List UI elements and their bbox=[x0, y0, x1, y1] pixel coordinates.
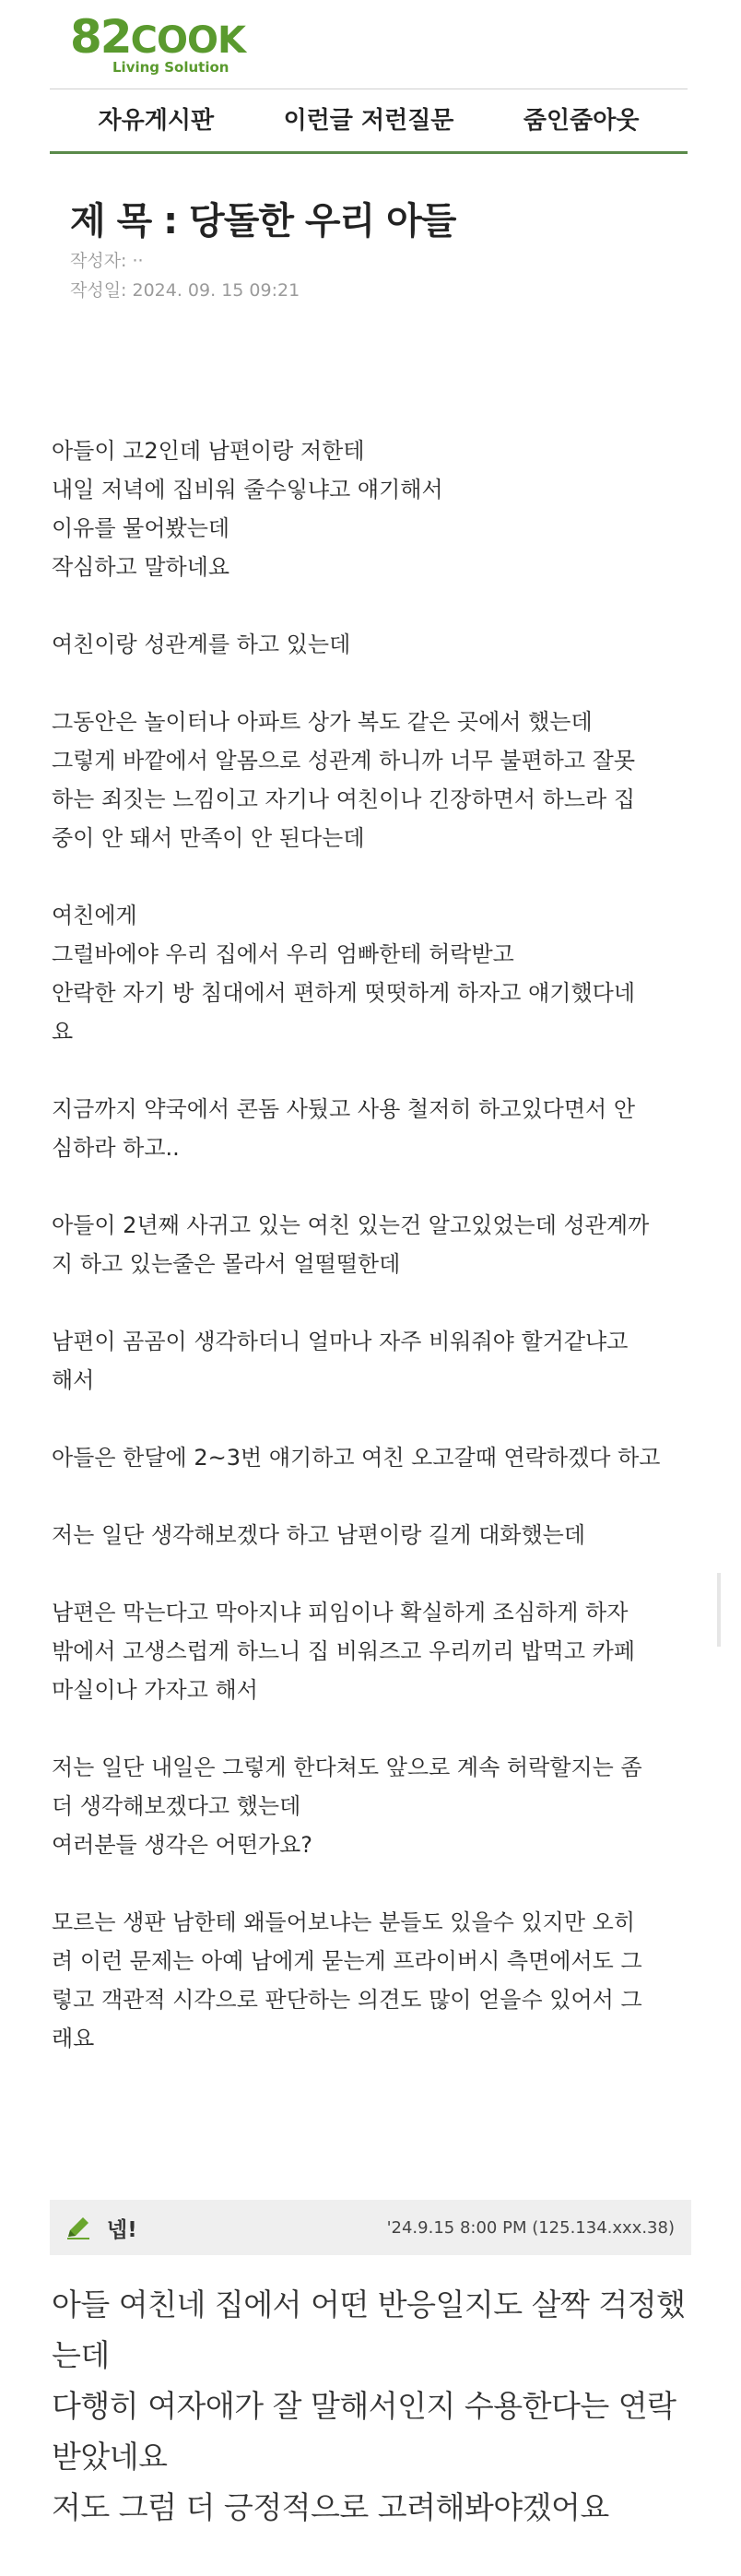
post-line: 렇고 객관적 시각으로 판단하는 의견도 많이 얻을수 있어서 그 bbox=[52, 1987, 642, 2013]
post-line: 중이 안 돼서 만족이 안 된다는데 bbox=[52, 825, 365, 851]
post-line: 래요 bbox=[52, 2026, 95, 2051]
comment-line: 받았네요 bbox=[52, 2439, 168, 2475]
logo-word: COOK bbox=[130, 19, 245, 62]
comment-line: 는데 bbox=[52, 2337, 110, 2373]
post-line: 아들이 2년째 사귀고 있는 여친 있는건 알고있었는데 성관계까 bbox=[52, 1212, 650, 1238]
post-line: 안락한 자기 방 침대에서 편하게 떳떳하게 하자고 얘기했다네 bbox=[52, 980, 636, 1006]
post-line: 여친이랑 성관계를 하고 있는데 bbox=[52, 632, 351, 657]
comment-body bbox=[52, 2279, 697, 2533]
post-paragraph bbox=[52, 1090, 697, 1167]
pencil-icon bbox=[65, 2215, 92, 2240]
post-line: 마실이나 가자고 해서 bbox=[52, 1677, 258, 1703]
post-line: 그럴바에야 우리 집에서 우리 엄빠한테 허락받고 bbox=[52, 941, 514, 967]
post-line: 하는 죄짓는 느낌이고 자기나 여친이나 긴장하면서 하느라 집 bbox=[52, 786, 636, 812]
post-line: 그동안은 놀이터나 아파트 상가 복도 같은 곳에서 했는데 bbox=[52, 709, 593, 735]
site-logo[interactable] bbox=[70, 10, 291, 77]
post-author: 작성자: ·· bbox=[70, 251, 144, 271]
post-paragraph bbox=[52, 896, 697, 1051]
nav-zoom-in-out[interactable]: 줌인줌아웃 bbox=[523, 107, 640, 135]
post-paragraph bbox=[52, 1748, 697, 1864]
post-line: 남편이 곰곰이 생각하더니 얼마나 자주 비워줘야 할거같냐고 bbox=[52, 1329, 629, 1354]
post-paragraph bbox=[52, 1438, 697, 1477]
post-paragraph bbox=[52, 1593, 697, 1709]
post-line: 려 이런 문제는 아예 남에게 묻는게 프라이버시 측면에서도 그 bbox=[52, 1948, 642, 1974]
post-line: 그렇게 바깥에서 알몸으로 성관계 하니까 너무 불편하고 잘못 bbox=[52, 748, 636, 774]
board-nav bbox=[50, 92, 688, 149]
post-line: 지금까지 약국에서 콘돔 사뒀고 사용 철저히 하고있다면서 안 bbox=[52, 1096, 636, 1122]
post-line: 심하라 하고.. bbox=[52, 1135, 180, 1161]
comment-line: 아들 여친네 집에서 어떤 반응일지도 살짝 걱정했 bbox=[52, 2286, 686, 2322]
post-paragraph bbox=[52, 1516, 697, 1554]
post-paragraph bbox=[52, 625, 697, 664]
nav-free-board[interactable]: 자유게시판 bbox=[98, 107, 215, 135]
post-line: 작심하고 말하네요 bbox=[52, 554, 230, 580]
post-line: 아들은 한달에 2~3번 얘기하고 여친 오고갈때 연락하겠다 하고 bbox=[52, 1445, 661, 1471]
post-paragraph bbox=[52, 1903, 697, 2058]
comment-line: 다행히 여자애가 잘 말해서인지 수용한다는 연락 bbox=[52, 2388, 676, 2424]
post-date: 작성일: 2024. 09. 15 09:21 bbox=[70, 280, 300, 301]
post-line: 해서 bbox=[52, 1367, 95, 1393]
post-line: 지 하고 있는줄은 몰라서 얼떨떨한데 bbox=[52, 1251, 401, 1277]
post-line: 요 bbox=[52, 1019, 74, 1045]
post-line: 남편은 막는다고 막아지냐 피임이나 확실하게 조심하게 하자 bbox=[52, 1600, 629, 1625]
nav-underline bbox=[50, 151, 688, 154]
scroll-indicator bbox=[717, 1573, 721, 1647]
post-title: 제 목 : 당돌한 우리 아들 bbox=[70, 200, 456, 242]
post-line: 여러분들 생각은 어떤가요? bbox=[52, 1832, 313, 1858]
post-line: 아들이 고2인데 남편이랑 저한테 bbox=[52, 438, 365, 464]
nav-questions[interactable]: 이런글 저런질문 bbox=[283, 107, 454, 135]
comment-header bbox=[50, 2200, 691, 2255]
comment-line: 저도 그럼 더 긍정적으로 고려해봐야겠어요 bbox=[52, 2489, 609, 2525]
post-line: 모르는 생판 남한테 왜들어보냐는 분들도 있을수 있지만 오히 bbox=[52, 1909, 636, 1935]
post-paragraph bbox=[52, 703, 697, 857]
post-body bbox=[52, 431, 697, 2058]
post-line: 밖에서 고생스럽게 하느니 집 비워즈고 우리끼리 밥먹고 카페 bbox=[52, 1638, 636, 1664]
logo-number: 82 bbox=[70, 10, 131, 64]
comment-meta: '24.9.15 8:00 PM (125.134.xxx.38) bbox=[386, 2218, 675, 2238]
comment-author: 넵! bbox=[107, 2218, 137, 2242]
logo-tagline: Living Solution bbox=[112, 59, 229, 76]
post-paragraph bbox=[52, 1322, 697, 1400]
post-line: 저는 일단 생각해보겠다 하고 남편이랑 길게 대화했는데 bbox=[52, 1522, 586, 1548]
post-line: 이유를 물어봤는데 bbox=[52, 515, 230, 541]
post-line: 내일 저녁에 집비워 줄수잏냐고 얘기해서 bbox=[52, 477, 443, 502]
post-line: 더 생각해보겠다고 했는데 bbox=[52, 1793, 301, 1819]
post-line: 저는 일단 내일은 그렇게 한다쳐도 앞으로 계속 허락할지는 좀 bbox=[52, 1755, 642, 1780]
post-line: 여친에게 bbox=[52, 903, 137, 928]
post-paragraph bbox=[52, 431, 697, 586]
post-paragraph bbox=[52, 1206, 697, 1283]
